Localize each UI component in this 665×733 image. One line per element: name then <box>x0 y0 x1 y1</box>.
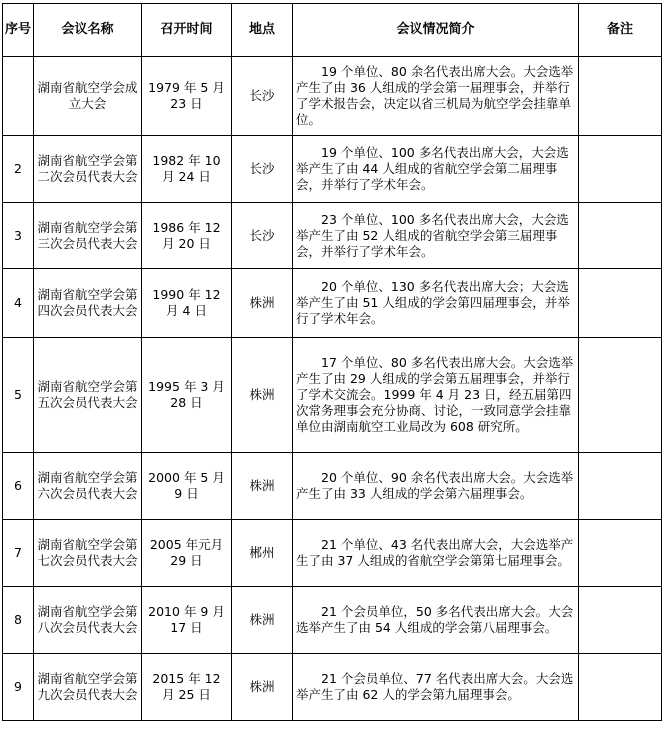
row-location: 株洲 <box>232 453 293 520</box>
row-meeting-name: 湖南省航空学会第八次会员代表大会 <box>34 587 142 654</box>
row-summary: 19 个单位、100 多名代表出席大会，大会选举产生了由 44 人组成的省航空学会第二届理事会，并举行了学术年会。 <box>293 136 579 203</box>
table-row <box>3 587 662 654</box>
meeting-history-table <box>2 3 662 721</box>
header-seq: 序号 <box>3 4 34 57</box>
row-location: 株洲 <box>232 269 293 338</box>
row-time: 1995 年 3 月 28 日 <box>142 338 232 453</box>
row-time: 2000 年 5 月 9 日 <box>142 453 232 520</box>
row-summary: 20 个单位、130 多名代表出席大会；大会选举产生了由 51 人组成的学会第四届理事会，并举行了学术年会。 <box>293 269 579 338</box>
header-meeting-name: 会议名称 <box>34 4 142 57</box>
row-meeting-name: 湖南省航空学会第五次会员代表大会 <box>34 338 142 453</box>
row-summary: 17 个单位、80 多名代表出席大会。大会选举产生了由 29 人组成的学会第五届理事会，并举行了学术交流会。1999 年 4 月 23 日，经五届第四次常务理事会充分协商、讨论，一致同意学会挂靠单位由湖南航空工业局改为 608 研究所。 <box>293 338 579 453</box>
row-time: 1979 年 5 月 23 日 <box>142 57 232 136</box>
row-time: 2015 年 12 月 25 日 <box>142 654 232 721</box>
row-time: 2005 年元月 29 日 <box>142 520 232 587</box>
row-location: 长沙 <box>232 203 293 269</box>
row-summary: 21 个单位、43 名代表出席大会，大会选举产生了由 37 人组成的省航空学会第第七届理事会。 <box>293 520 579 587</box>
row-note <box>579 203 662 269</box>
row-seq: 2 <box>3 136 34 203</box>
table-row <box>3 520 662 587</box>
row-meeting-name: 湖南省航空学会第六次会员代表大会 <box>34 453 142 520</box>
row-seq: 7 <box>3 520 34 587</box>
row-note <box>579 136 662 203</box>
row-meeting-name: 湖南省航空学会第二次会员代表大会 <box>34 136 142 203</box>
row-location: 长沙 <box>232 57 293 136</box>
row-meeting-name: 湖南省航空学会第四次会员代表大会 <box>34 269 142 338</box>
row-summary: 23 个单位、100 多名代表出席大会，大会选举产生了由 52 人组成的省航空学会第三届理事会，并举行了学术年会。 <box>293 203 579 269</box>
row-seq: 8 <box>3 587 34 654</box>
header-summary: 会议情况简介 <box>293 4 579 57</box>
row-meeting-name: 湖南省航空学会第七次会员代表大会 <box>34 520 142 587</box>
row-time: 2010 年 9 月 17 日 <box>142 587 232 654</box>
table-header-row <box>3 4 662 57</box>
table-row <box>3 654 662 721</box>
row-location: 株洲 <box>232 654 293 721</box>
row-note <box>579 654 662 721</box>
table-row <box>3 136 662 203</box>
row-summary: 21 个会员单位，50 多名代表出席大会。大会选举产生了由 54 人组成的学会第八届理事会。 <box>293 587 579 654</box>
row-seq: 5 <box>3 338 34 453</box>
row-time: 1986 年 12 月 20 日 <box>142 203 232 269</box>
row-note <box>579 57 662 136</box>
row-location: 株洲 <box>232 587 293 654</box>
row-time: 1990 年 12 月 4 日 <box>142 269 232 338</box>
table-row <box>3 338 662 453</box>
row-meeting-name: 湖南省航空学会第三次会员代表大会 <box>34 203 142 269</box>
row-seq: 4 <box>3 269 34 338</box>
row-note <box>579 338 662 453</box>
row-summary: 19 个单位、80 余名代表出席大会。大会选举产生了由 36 人组成的学会第一届理事会，并举行了学术报告会，决定以省三机局为航空学会挂靠单位。 <box>293 57 579 136</box>
row-note <box>579 587 662 654</box>
table-row <box>3 57 662 136</box>
row-note <box>579 269 662 338</box>
row-location: 郴州 <box>232 520 293 587</box>
row-note <box>579 520 662 587</box>
table-row <box>3 453 662 520</box>
row-summary: 21 个会员单位、77 名代表出席大会。大会选举产生了由 62 人的学会第九届理事会。 <box>293 654 579 721</box>
row-location: 长沙 <box>232 136 293 203</box>
row-location: 株洲 <box>232 338 293 453</box>
row-seq: 6 <box>3 453 34 520</box>
row-seq: 3 <box>3 203 34 269</box>
table-row <box>3 203 662 269</box>
row-time: 1982 年 10 月 24 日 <box>142 136 232 203</box>
row-note <box>579 453 662 520</box>
table-row <box>3 269 662 338</box>
row-summary: 20 个单位、90 余名代表出席大会。大会选举产生了由 33 人组成的学会第六届理事会。 <box>293 453 579 520</box>
row-meeting-name: 湖南省航空学会成立大会 <box>34 57 142 136</box>
row-seq <box>3 57 34 136</box>
row-meeting-name: 湖南省航空学会第九次会员代表大会 <box>34 654 142 721</box>
header-time: 召开时间 <box>142 4 232 57</box>
header-note: 备注 <box>579 4 662 57</box>
row-seq: 9 <box>3 654 34 721</box>
header-location: 地点 <box>232 4 293 57</box>
